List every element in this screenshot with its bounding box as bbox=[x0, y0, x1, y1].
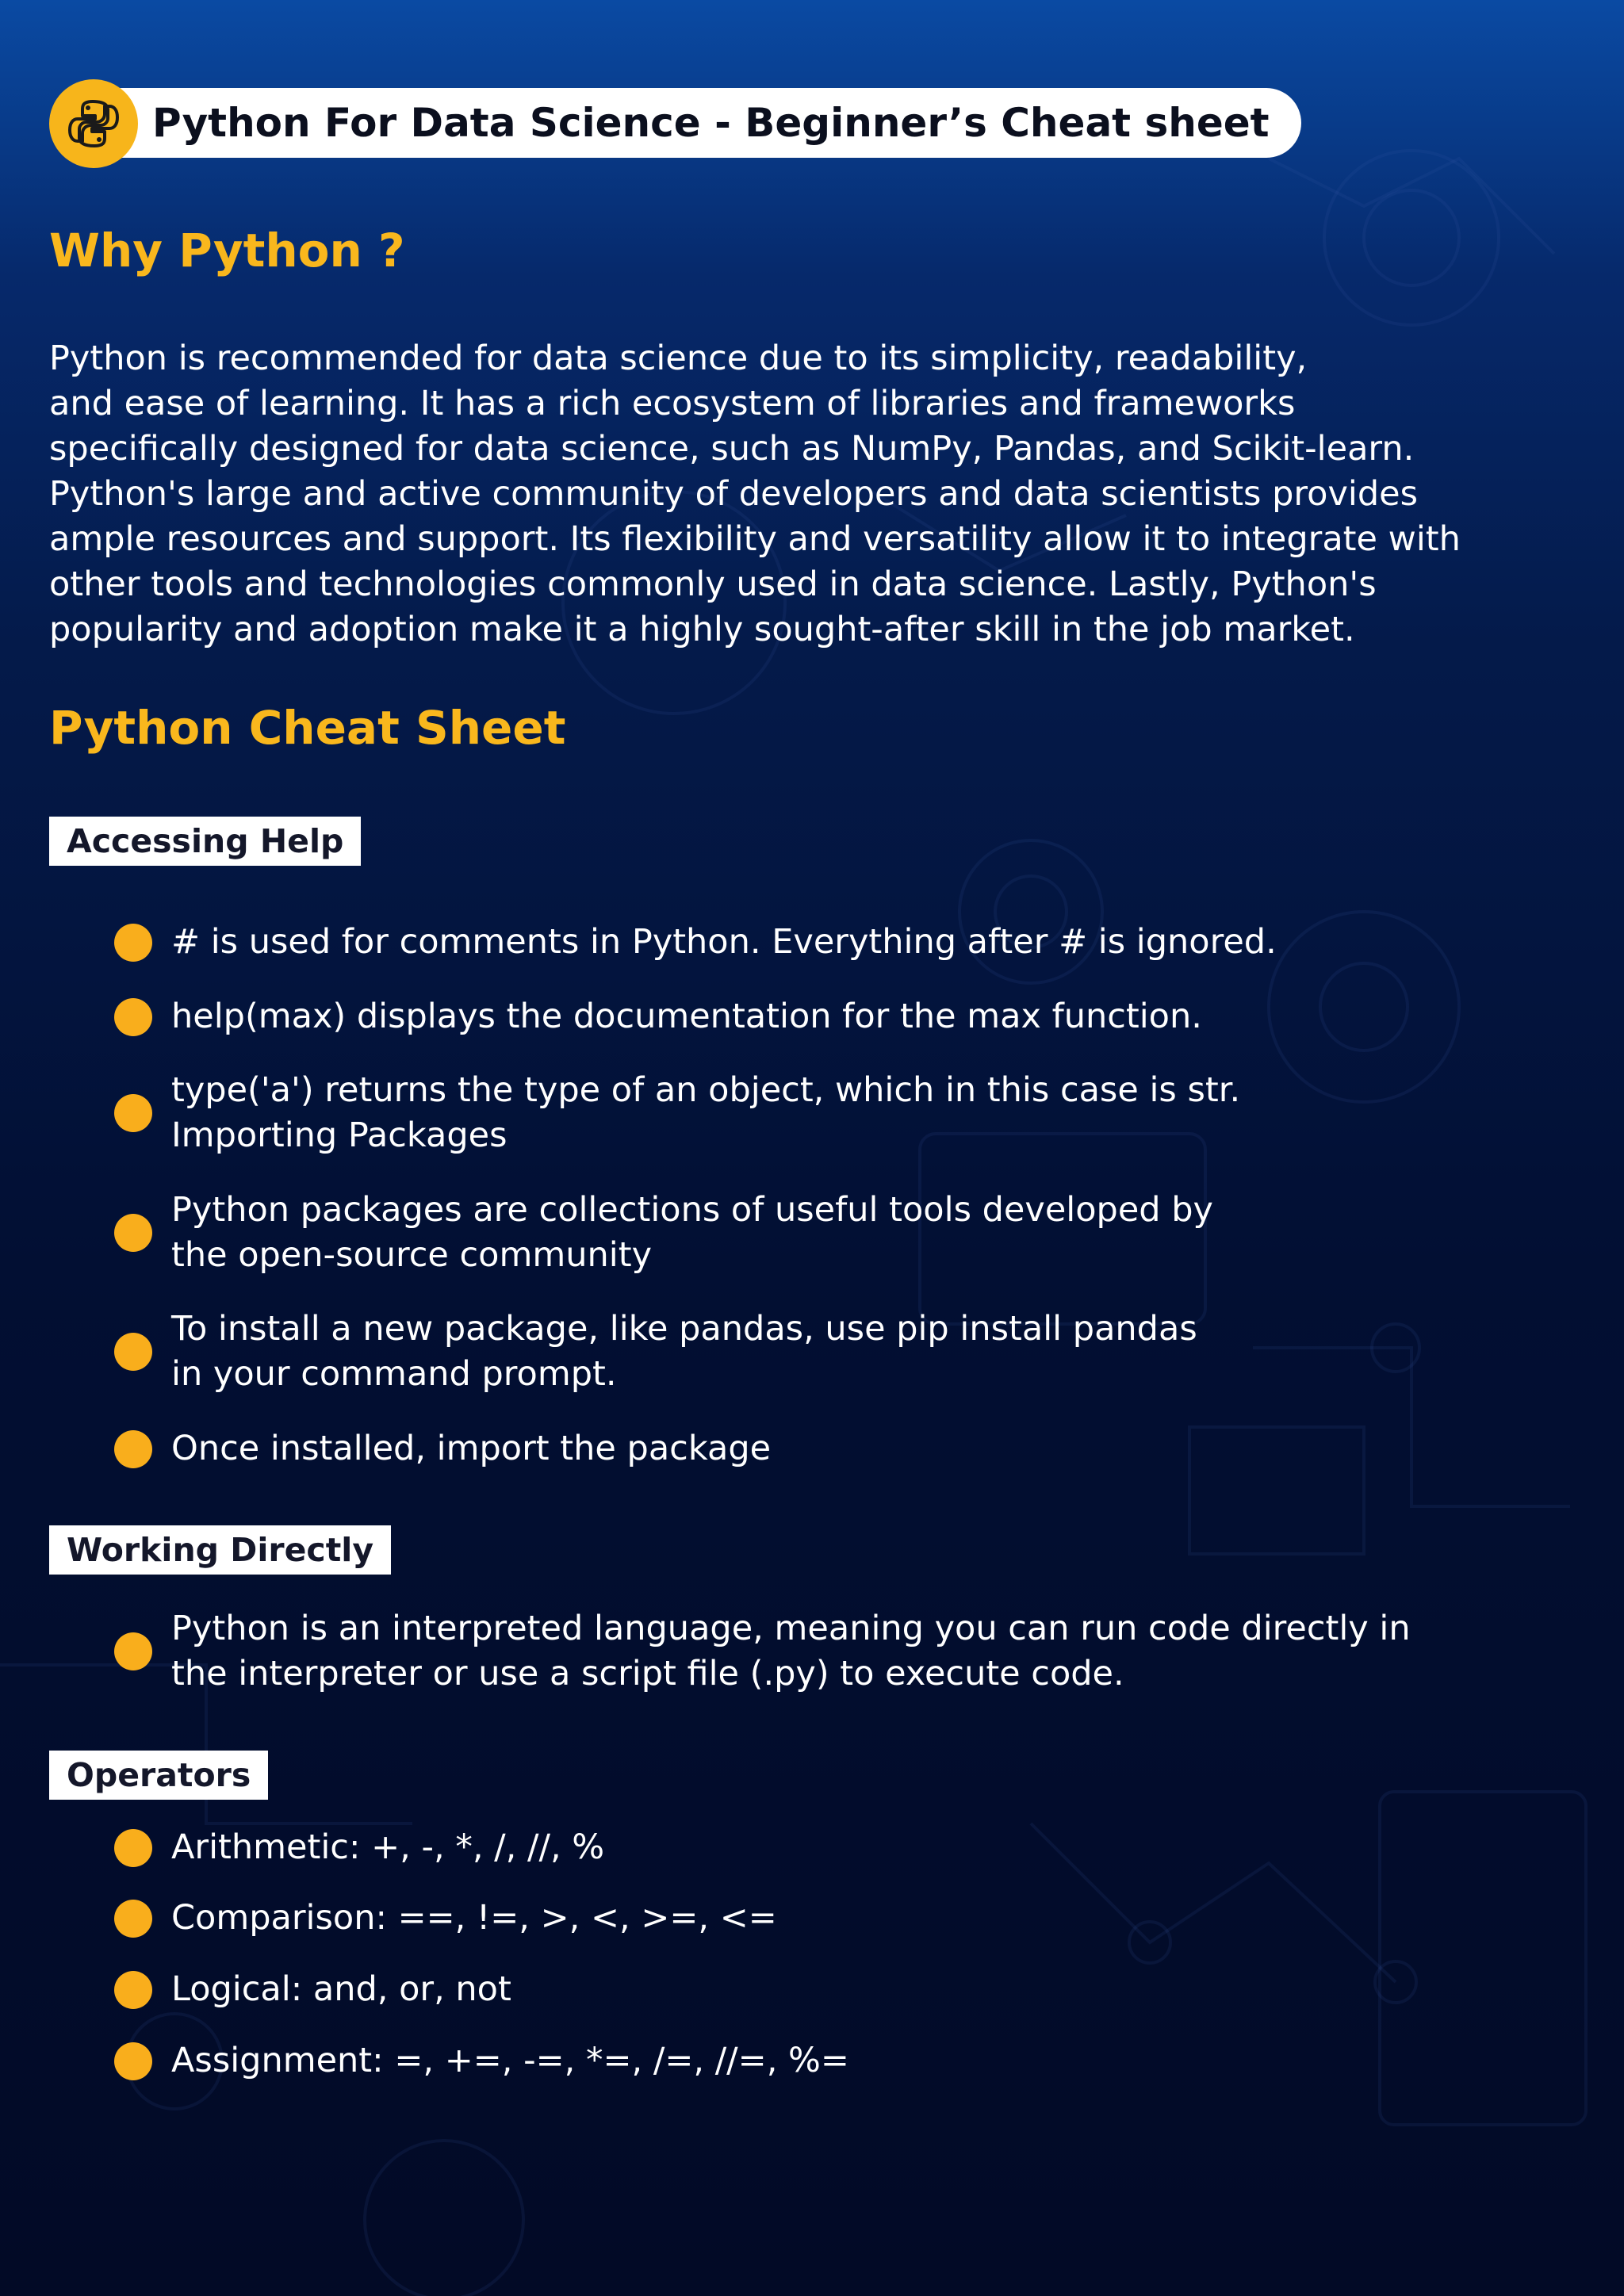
paragraph-line: specifically designed for data science, such as NumPy, Pandas, and Scikit-learn. bbox=[49, 429, 1415, 469]
list-item bbox=[114, 1967, 1605, 2012]
section-label-accessing-help: Accessing Help bbox=[49, 817, 361, 866]
item-line: Assignment: =, +=, -=, *=, /=, //=, %= bbox=[171, 2041, 849, 2080]
section-label-operators: Operators bbox=[49, 1751, 268, 1800]
page-title: Python For Data Science - Beginner’s Cheat sheet bbox=[87, 88, 1301, 158]
bullet-icon bbox=[114, 1829, 152, 1867]
paragraph-line: ample resources and support. Its flexibility and versatility allow it to integrate with bbox=[49, 519, 1461, 559]
paragraph-line: Python is recommended for data science due to its simplicity, readability, bbox=[49, 339, 1308, 378]
bullet-icon bbox=[114, 1430, 152, 1468]
list-item bbox=[114, 1068, 1605, 1158]
python-logo-icon bbox=[49, 79, 138, 168]
list-item bbox=[114, 920, 1605, 965]
bullet-icon bbox=[114, 1094, 152, 1132]
paragraph-line: and ease of learning. It has a rich ecosystem of libraries and frameworks bbox=[49, 384, 1296, 423]
item-line: Logical: and, or, not bbox=[171, 1969, 511, 2009]
item-line: Python is an interpreted language, meaning you can run code directly in bbox=[171, 1609, 1411, 1648]
why-python-heading: Why Python ? bbox=[49, 224, 405, 277]
list-item bbox=[114, 994, 1605, 1039]
why-python-paragraph bbox=[49, 336, 1588, 652]
cheat-sheet-heading: Python Cheat Sheet bbox=[49, 701, 566, 755]
item-line: Importing Packages bbox=[171, 1115, 508, 1155]
item-line: Arithmetic: +, -, *, /, //, % bbox=[171, 1827, 605, 1867]
bullet-icon bbox=[114, 924, 152, 962]
item-line: the interpreter or use a script file (.py) to execute code. bbox=[171, 1654, 1124, 1693]
bullet-icon bbox=[114, 1214, 152, 1252]
item-line: To install a new package, like pandas, use pip install pandas bbox=[171, 1309, 1197, 1349]
bullet-icon bbox=[114, 1632, 152, 1670]
section-label-working-directly: Working Directly bbox=[49, 1525, 391, 1575]
paragraph-line: Python's large and active community of developers and data scientists provides bbox=[49, 474, 1419, 514]
list-item bbox=[114, 1606, 1605, 1697]
bullet-icon bbox=[114, 1900, 152, 1938]
bullet-icon bbox=[114, 1971, 152, 2009]
item-line: Comparison: ==, !=, >, <, >=, <= bbox=[171, 1898, 777, 1938]
paragraph-line: other tools and technologies commonly used in data science. Lastly, Python's bbox=[49, 564, 1377, 604]
list-item bbox=[114, 1825, 1605, 1870]
list-item bbox=[114, 2038, 1605, 2084]
list-item bbox=[114, 1426, 1605, 1471]
item-line: Python packages are collections of useful tools developed by bbox=[171, 1190, 1213, 1230]
paragraph-line: popularity and adoption make it a highly sought-after skill in the job market. bbox=[49, 610, 1355, 649]
list-item bbox=[114, 1307, 1605, 1397]
item-line: help(max) displays the documentation for the max function. bbox=[171, 997, 1202, 1036]
list-item bbox=[114, 1188, 1605, 1278]
item-line: the open-source community bbox=[171, 1235, 653, 1275]
item-line: type('a') returns the type of an object, which in this case is str. bbox=[171, 1070, 1241, 1110]
bullet-icon bbox=[114, 1333, 152, 1371]
bullet-icon bbox=[114, 2042, 152, 2080]
item-line: Once installed, import the package bbox=[171, 1429, 772, 1468]
bullet-icon bbox=[114, 998, 152, 1036]
item-line: # is used for comments in Python. Everything after # is ignored. bbox=[171, 922, 1277, 962]
item-line: in your command prompt. bbox=[171, 1354, 617, 1394]
list-item bbox=[114, 1896, 1605, 1941]
